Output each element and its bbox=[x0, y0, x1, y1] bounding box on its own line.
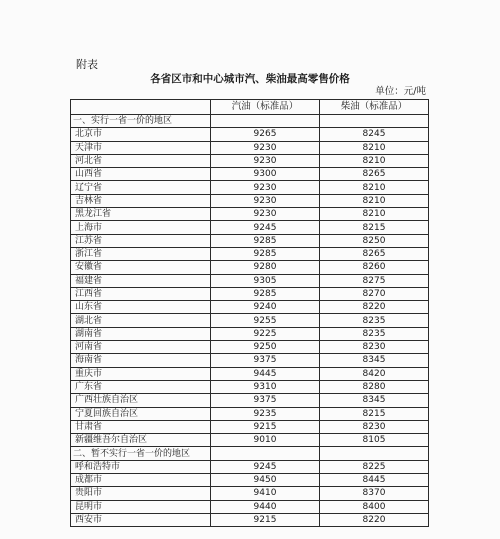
table-row bbox=[71, 234, 429, 247]
region-name-cell: 湖北省 bbox=[71, 314, 211, 327]
gasoline-price-cell: 9410 bbox=[211, 487, 320, 500]
table-row bbox=[71, 141, 429, 154]
region-name-cell: 山东省 bbox=[71, 301, 211, 314]
region-name-cell: 浙江省 bbox=[71, 247, 211, 260]
gasoline-price-cell: 9265 bbox=[211, 128, 320, 141]
diesel-price-cell: 8220 bbox=[320, 301, 429, 314]
region-name-cell: 新疆维吾尔自治区 bbox=[71, 434, 211, 447]
table-row bbox=[71, 181, 429, 194]
region-name-cell: 上海市 bbox=[71, 221, 211, 234]
table-row bbox=[71, 314, 429, 327]
region-name-cell: 重庆市 bbox=[71, 367, 211, 380]
table-row bbox=[71, 194, 429, 207]
table-row bbox=[71, 154, 429, 167]
region-name-cell: 西安市 bbox=[71, 513, 211, 526]
table-row bbox=[71, 367, 429, 380]
table-row bbox=[71, 500, 429, 513]
region-name-cell: 宁夏回族自治区 bbox=[71, 407, 211, 420]
document-title: 各省区市和中心城市汽、柴油最高零售价格 bbox=[150, 73, 350, 85]
region-name-cell: 甘肃省 bbox=[71, 420, 211, 433]
gasoline-price-cell: 9230 bbox=[211, 194, 320, 207]
gasoline-price-cell: 9230 bbox=[211, 141, 320, 154]
section-label: 一、实行一省一价的地区 bbox=[71, 115, 211, 128]
section-row bbox=[71, 447, 429, 460]
diesel-price-cell: 8275 bbox=[320, 274, 429, 287]
diesel-price-cell: 8210 bbox=[320, 154, 429, 167]
table-row bbox=[71, 434, 429, 447]
region-name-cell: 成都市 bbox=[71, 474, 211, 487]
region-name-cell: 江苏省 bbox=[71, 234, 211, 247]
region-name-cell: 福建省 bbox=[71, 274, 211, 287]
region-name-cell: 广东省 bbox=[71, 380, 211, 393]
diesel-price-cell: 8225 bbox=[320, 460, 429, 473]
table-row bbox=[71, 380, 429, 393]
header-diesel: 柴油（标准品） bbox=[320, 100, 429, 115]
header-region bbox=[71, 100, 211, 115]
gasoline-price-cell: 9245 bbox=[211, 460, 320, 473]
region-name-cell: 江西省 bbox=[71, 287, 211, 300]
gasoline-price-cell: 9375 bbox=[211, 394, 320, 407]
region-name-cell: 北京市 bbox=[71, 128, 211, 141]
diesel-price-cell: 8345 bbox=[320, 394, 429, 407]
table-row bbox=[71, 261, 429, 274]
diesel-price-cell: 8210 bbox=[320, 141, 429, 154]
table-row bbox=[71, 208, 429, 221]
gasoline-price-cell: 9230 bbox=[211, 154, 320, 167]
diesel-price-cell: 8215 bbox=[320, 407, 429, 420]
table-row bbox=[71, 394, 429, 407]
region-name-cell: 辽宁省 bbox=[71, 181, 211, 194]
region-name-cell: 贵阳市 bbox=[71, 487, 211, 500]
table-row bbox=[71, 420, 429, 433]
gasoline-price-cell: 9250 bbox=[211, 341, 320, 354]
gasoline-price-cell: 9010 bbox=[211, 434, 320, 447]
gasoline-price-cell: 9305 bbox=[211, 274, 320, 287]
section-empty-cell bbox=[320, 447, 429, 460]
gasoline-price-cell: 9285 bbox=[211, 234, 320, 247]
unit-label: 单位：元/吨 bbox=[375, 86, 426, 97]
diesel-price-cell: 8260 bbox=[320, 261, 429, 274]
price-table bbox=[70, 99, 429, 527]
gasoline-price-cell: 9235 bbox=[211, 407, 320, 420]
table-row bbox=[71, 301, 429, 314]
region-name-cell: 安徽省 bbox=[71, 261, 211, 274]
section-row bbox=[71, 115, 429, 128]
table-row bbox=[71, 513, 429, 526]
gasoline-price-cell: 9215 bbox=[211, 420, 320, 433]
gasoline-price-cell: 9225 bbox=[211, 327, 320, 340]
table-row bbox=[71, 354, 429, 367]
section-empty-cell bbox=[211, 447, 320, 460]
diesel-price-cell: 8420 bbox=[320, 367, 429, 380]
gasoline-price-cell: 9285 bbox=[211, 247, 320, 260]
appendix-label: 附表 bbox=[76, 58, 98, 71]
diesel-price-cell: 8235 bbox=[320, 314, 429, 327]
table-body bbox=[71, 115, 429, 527]
table-row bbox=[71, 460, 429, 473]
section-label: 二、暂不实行一省一价的地区 bbox=[71, 447, 211, 460]
table-header-row bbox=[71, 100, 429, 115]
section-empty-cell bbox=[320, 115, 429, 128]
diesel-price-cell: 8445 bbox=[320, 474, 429, 487]
diesel-price-cell: 8345 bbox=[320, 354, 429, 367]
gasoline-price-cell: 9310 bbox=[211, 380, 320, 393]
region-name-cell: 吉林省 bbox=[71, 194, 211, 207]
table-row bbox=[71, 407, 429, 420]
diesel-price-cell: 8230 bbox=[320, 341, 429, 354]
table-row bbox=[71, 221, 429, 234]
diesel-price-cell: 8105 bbox=[320, 434, 429, 447]
table-row bbox=[71, 341, 429, 354]
diesel-price-cell: 8400 bbox=[320, 500, 429, 513]
gasoline-price-cell: 9280 bbox=[211, 261, 320, 274]
section-empty-cell bbox=[211, 115, 320, 128]
diesel-price-cell: 8280 bbox=[320, 380, 429, 393]
gasoline-price-cell: 9230 bbox=[211, 208, 320, 221]
region-name-cell: 河北省 bbox=[71, 154, 211, 167]
gasoline-price-cell: 9440 bbox=[211, 500, 320, 513]
gasoline-price-cell: 9375 bbox=[211, 354, 320, 367]
gasoline-price-cell: 9230 bbox=[211, 181, 320, 194]
table-row bbox=[71, 247, 429, 260]
region-name-cell: 昆明市 bbox=[71, 500, 211, 513]
diesel-price-cell: 8210 bbox=[320, 194, 429, 207]
diesel-price-cell: 8215 bbox=[320, 221, 429, 234]
diesel-price-cell: 8265 bbox=[320, 247, 429, 260]
region-name-cell: 呼和浩特市 bbox=[71, 460, 211, 473]
diesel-price-cell: 8210 bbox=[320, 181, 429, 194]
region-name-cell: 黑龙江省 bbox=[71, 208, 211, 221]
table-row bbox=[71, 474, 429, 487]
table-row bbox=[71, 168, 429, 181]
table-row bbox=[71, 487, 429, 500]
gasoline-price-cell: 9445 bbox=[211, 367, 320, 380]
gasoline-price-cell: 9255 bbox=[211, 314, 320, 327]
region-name-cell: 湖南省 bbox=[71, 327, 211, 340]
region-name-cell: 天津市 bbox=[71, 141, 211, 154]
diesel-price-cell: 8250 bbox=[320, 234, 429, 247]
diesel-price-cell: 8370 bbox=[320, 487, 429, 500]
gasoline-price-cell: 9245 bbox=[211, 221, 320, 234]
header-gasoline: 汽油（标准品） bbox=[211, 100, 320, 115]
table-row bbox=[71, 287, 429, 300]
gasoline-price-cell: 9450 bbox=[211, 474, 320, 487]
diesel-price-cell: 8245 bbox=[320, 128, 429, 141]
diesel-price-cell: 8230 bbox=[320, 420, 429, 433]
diesel-price-cell: 8210 bbox=[320, 208, 429, 221]
diesel-price-cell: 8270 bbox=[320, 287, 429, 300]
diesel-price-cell: 8220 bbox=[320, 513, 429, 526]
gasoline-price-cell: 9300 bbox=[211, 168, 320, 181]
gasoline-price-cell: 9285 bbox=[211, 287, 320, 300]
diesel-price-cell: 8265 bbox=[320, 168, 429, 181]
region-name-cell: 山西省 bbox=[71, 168, 211, 181]
region-name-cell: 河南省 bbox=[71, 341, 211, 354]
diesel-price-cell: 8235 bbox=[320, 327, 429, 340]
gasoline-price-cell: 9215 bbox=[211, 513, 320, 526]
table-row bbox=[71, 128, 429, 141]
region-name-cell: 海南省 bbox=[71, 354, 211, 367]
gasoline-price-cell: 9240 bbox=[211, 301, 320, 314]
region-name-cell: 广西壮族自治区 bbox=[71, 394, 211, 407]
table-row bbox=[71, 327, 429, 340]
table-row bbox=[71, 274, 429, 287]
